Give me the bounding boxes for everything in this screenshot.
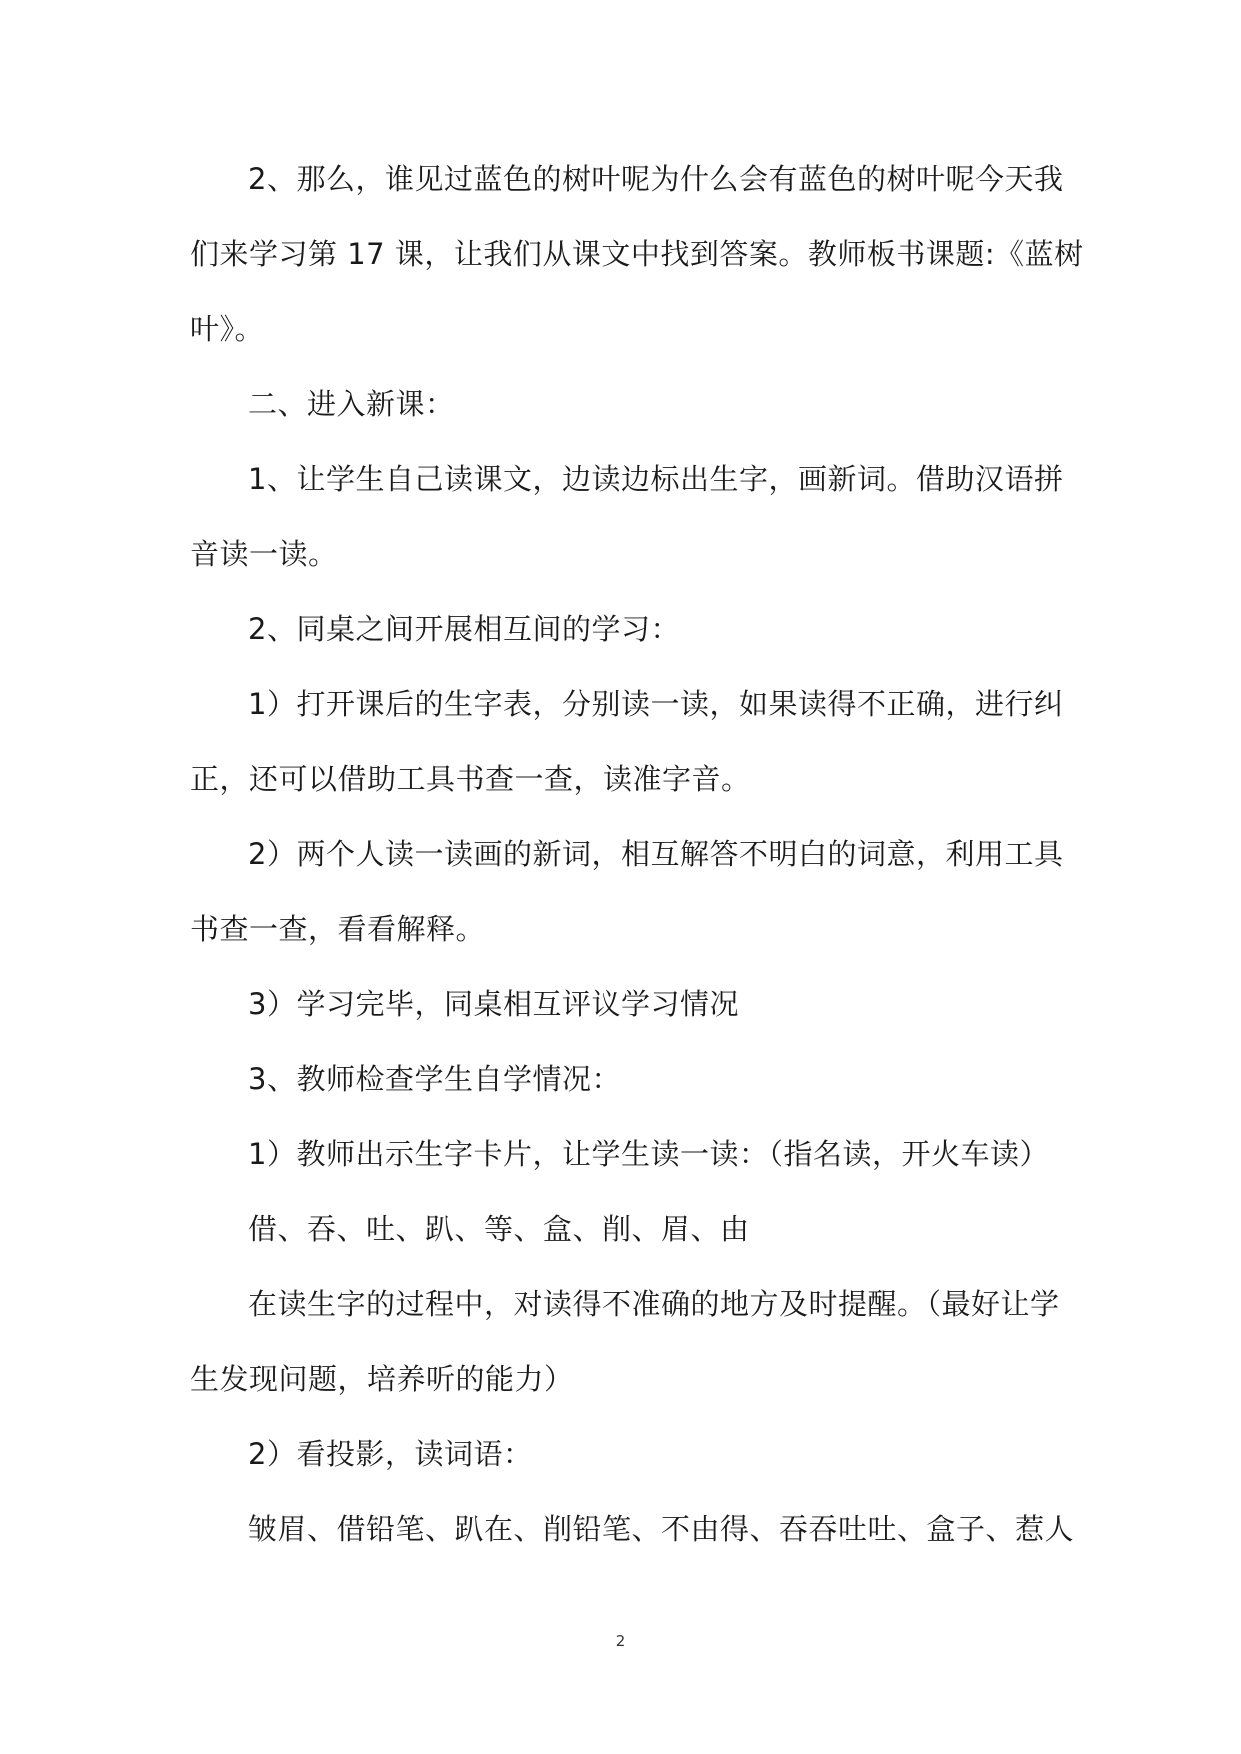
paragraph-line: 2、同桌之间开展相互间的学习： [248, 612, 680, 646]
vocabulary-list: 皱眉、借铅笔、趴在、削铅笔、不由得、吞吞吐吐、盒子、惹人 [248, 1512, 1075, 1546]
paragraph-line: 3）学习完毕，同桌相互评议学习情况 [248, 987, 739, 1021]
paragraph-line: 1）打开课后的生字表，分别读一读，如果读得不正确，进行纠 [248, 687, 1064, 721]
paragraph-line: 生发现问题，培养听的能力） [190, 1362, 574, 1396]
paragraph-line: 2）看投影，读词语： [248, 1437, 533, 1471]
paragraph-line: 3、教师检查学生自学情况： [248, 1062, 621, 1096]
paragraph-line: 2、那么，谁见过蓝色的树叶呢为什么会有蓝色的树叶呢今天我 [248, 162, 1064, 196]
paragraph-line: 2）两个人读一读画的新词，相互解答不明白的词意，利用工具 [248, 837, 1064, 871]
paragraph-line: 书查一查，看看解释。 [190, 912, 486, 946]
page-number: 2 [615, 1632, 626, 1650]
paragraph-line: 1、让学生自己读课文，边读边标出生字，画新词。借助汉语拼 [248, 462, 1064, 496]
paragraph-line: 1）教师出示生字卡片，让学生读一读：（指名读，开火车读） [248, 1137, 1049, 1171]
character-list: 借、吞、吐、趴、等、盒、削、眉、由 [248, 1212, 750, 1246]
paragraph-line: 在读生字的过程中，对读得不准确的地方及时提醒。（最好让学 [248, 1287, 1060, 1321]
paragraph-line: 们来学习第 17 课，让我们从课文中找到答案。教师板书课题:《蓝树 [190, 237, 1084, 271]
paragraph-line: 正，还可以借助工具书查一查，读准字音。 [190, 762, 751, 796]
document-body [190, 142, 1084, 1567]
section-heading: 二、进入新课： [248, 387, 455, 421]
paragraph-line: 叶》。 [190, 312, 265, 346]
paragraph-line: 音读一读。 [190, 537, 338, 571]
